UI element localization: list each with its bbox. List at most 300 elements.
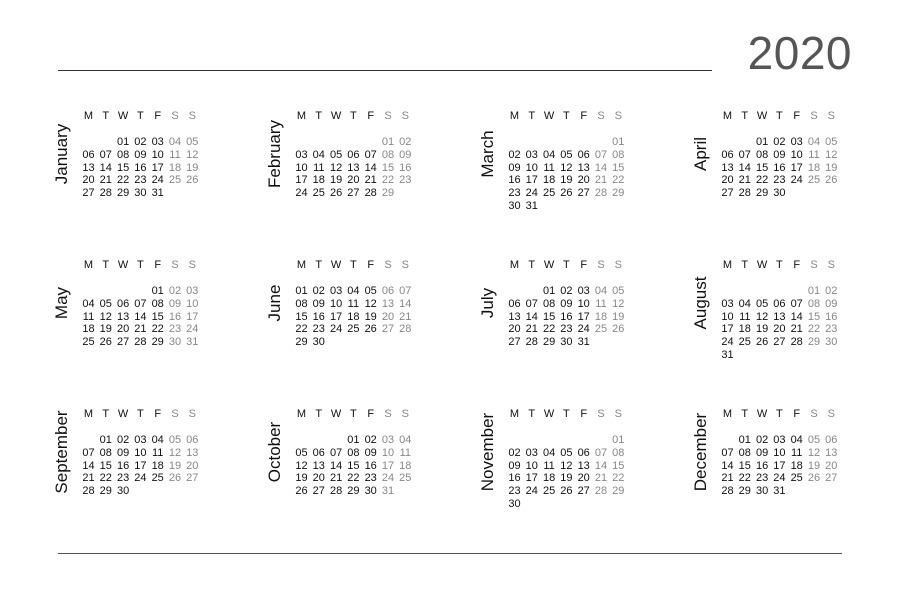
day-cell: 03 [525, 446, 538, 459]
weekday-header: S [614, 259, 622, 271]
day-cell: 10 [295, 161, 308, 174]
day-cell: 13 [508, 310, 521, 323]
weekday-header: S [401, 110, 409, 122]
day-cell: 25 [399, 472, 412, 485]
day-cell: 06 [508, 297, 521, 310]
day-cell: 27 [508, 336, 521, 349]
day-cell: 12 [560, 459, 573, 472]
day-cell: 12 [612, 297, 625, 310]
weekday-header: S [614, 408, 622, 420]
day-cell: 16 [508, 472, 521, 485]
day-cell: 30 [134, 187, 147, 200]
day-cell: 09 [312, 297, 325, 310]
day-cell: 06 [577, 446, 590, 459]
weekday-header: M [722, 408, 733, 420]
day-cell: 16 [825, 310, 838, 323]
day-cell: 18 [151, 459, 164, 472]
day-cell: 28 [790, 336, 803, 349]
day-cell: 08 [295, 297, 308, 310]
month-name: September [52, 410, 71, 494]
day-cell: 30 [312, 336, 325, 349]
day-cell: 27 [186, 472, 199, 485]
day-cell: 01 [542, 285, 556, 297]
day-cell: 17 [577, 310, 590, 323]
day-cell: 29 [807, 336, 821, 349]
day-cell: 25 [168, 174, 182, 187]
day-cell: 02 [116, 434, 130, 446]
day-cell: 23 [560, 323, 573, 336]
weekday-header: T [102, 259, 110, 271]
day-cell: 21 [329, 472, 343, 485]
day-cell: 07 [99, 148, 112, 161]
day-cell: 18 [82, 323, 95, 336]
day-cell: 17 [151, 161, 164, 174]
day-cell: 08 [542, 297, 556, 310]
weekday-header: T [741, 259, 749, 271]
day-cell: 26 [99, 336, 112, 349]
day-cell: 19 [807, 459, 821, 472]
day-cell: 13 [82, 161, 95, 174]
day-cell: 31 [577, 336, 590, 349]
day-cell: 11 [399, 446, 411, 459]
day-cell: 23 [773, 174, 786, 187]
day-cell: 17 [329, 310, 343, 323]
weekday-header: F [154, 259, 162, 271]
weekday-header: S [597, 259, 605, 271]
day-cell: 07 [399, 285, 412, 297]
weekday-header: T [563, 408, 570, 420]
day-cell: 29 [116, 187, 130, 200]
day-cell: 14 [594, 459, 608, 472]
day-cell: 02 [364, 434, 377, 446]
day-cell: 22 [151, 323, 164, 336]
day-cell: 05 [825, 136, 838, 148]
day-cell: 06 [381, 285, 395, 297]
day-cell: 01 [151, 285, 164, 297]
day-cell: 05 [295, 446, 308, 459]
day-cell: 06 [186, 434, 199, 446]
day-cell: 29 [738, 485, 751, 498]
day-cell: 27 [577, 485, 590, 498]
day-cell: 29 [151, 336, 164, 349]
day-cell: 10 [381, 446, 395, 459]
day-cell: 07 [594, 446, 608, 459]
weekday-header: T [350, 110, 357, 122]
month-september [52, 408, 256, 518]
day-cell: 15 [807, 310, 821, 323]
day-cell: 09 [364, 446, 377, 459]
day-cell: 28 [594, 485, 608, 498]
day-cell: 20 [116, 323, 130, 336]
day-cell: 12 [825, 148, 838, 161]
weekday-header: T [315, 110, 323, 122]
day-cell: 29 [612, 485, 625, 498]
month-name: May [52, 286, 71, 320]
day-cell: 20 [825, 459, 838, 472]
day-cell: 05 [807, 434, 821, 446]
day-cell: 04 [542, 148, 556, 161]
weekday-header: W [543, 110, 555, 122]
weekday-header: S [810, 110, 818, 122]
day-cell: 08 [612, 446, 625, 459]
day-cell: 10 [329, 297, 343, 310]
day-cell: 12 [329, 161, 343, 174]
day-cell: 14 [134, 310, 147, 323]
day-cell: 14 [99, 161, 112, 174]
day-cell: 18 [790, 459, 803, 472]
day-cell: 04 [542, 446, 556, 459]
day-cell: 08 [612, 148, 625, 161]
day-cell: 24 [381, 472, 395, 485]
day-cell: 15 [612, 459, 625, 472]
weekday-header: M [296, 408, 307, 420]
day-cell: 27 [312, 485, 325, 498]
weekday-header: S [827, 259, 835, 271]
day-cell: 07 [525, 297, 538, 310]
day-cell: 23 [134, 174, 147, 187]
month-may [52, 259, 256, 369]
day-cell: 23 [399, 174, 412, 187]
day-cell: 11 [595, 297, 607, 310]
day-cell: 22 [295, 323, 308, 336]
day-cell: 22 [807, 323, 821, 336]
day-cell: 09 [116, 446, 130, 459]
day-cell: 02 [560, 285, 573, 297]
month-name: November [478, 412, 497, 492]
weekday-header: T [102, 110, 110, 122]
month-name: March [478, 130, 497, 178]
day-cell: 22 [99, 472, 112, 485]
day-cell: 04 [738, 297, 751, 310]
day-cell: 03 [381, 434, 395, 446]
day-cell: 21 [525, 323, 538, 336]
day-cell: 16 [116, 459, 130, 472]
day-cell: 19 [364, 310, 377, 323]
day-cell: 04 [168, 136, 182, 148]
day-cell: 07 [721, 446, 734, 459]
day-cell: 11 [739, 310, 751, 323]
day-cell: 27 [773, 336, 786, 349]
weekday-header: T [315, 408, 323, 420]
day-cell: 05 [186, 136, 199, 148]
day-cell: 12 [186, 148, 199, 161]
day-cell: 24 [525, 187, 538, 200]
day-cell: 01 [807, 285, 821, 297]
day-cell: 14 [594, 161, 608, 174]
day-cell: 15 [542, 310, 556, 323]
weekday-header: T [102, 408, 110, 420]
day-cell: 31 [151, 187, 164, 200]
day-cell: 31 [525, 200, 538, 212]
day-cell: 19 [295, 472, 308, 485]
day-cell: 23 [364, 472, 377, 485]
day-cell: 28 [738, 187, 751, 200]
month-name: January [52, 123, 71, 185]
weekday-header: W [117, 259, 129, 271]
day-cell: 22 [347, 472, 360, 485]
day-cell: 03 [790, 136, 803, 148]
day-cell: 27 [577, 187, 590, 200]
day-cell: 18 [347, 310, 360, 323]
day-cell: 26 [825, 174, 838, 187]
day-cell: 29 [347, 485, 360, 498]
day-cell: 18 [542, 174, 556, 187]
day-cell: 20 [721, 174, 734, 187]
day-cell: 26 [364, 323, 377, 336]
month-name: June [265, 284, 284, 322]
day-cell: 15 [755, 161, 769, 174]
day-cell: 25 [790, 472, 803, 485]
day-cell: 07 [594, 148, 608, 161]
day-cell: 12 [560, 161, 573, 174]
day-cell: 10 [186, 297, 199, 310]
day-cell: 29 [99, 485, 112, 498]
month-june [265, 259, 469, 369]
weekday-header: T [528, 408, 536, 420]
day-cell: 05 [560, 148, 573, 161]
day-cell: 17 [525, 472, 538, 485]
day-cell: 06 [82, 148, 95, 161]
day-cell: 30 [560, 336, 573, 349]
day-cell: 28 [364, 187, 377, 200]
day-cell: 23 [508, 485, 521, 498]
day-cell: 04 [82, 297, 95, 310]
day-cell: 15 [151, 310, 164, 323]
day-cell: 12 [295, 459, 308, 472]
day-cell: 17 [525, 174, 538, 187]
day-cell: 07 [790, 297, 803, 310]
month-july [478, 259, 682, 369]
weekday-header: M [83, 110, 94, 122]
day-cell: 10 [721, 310, 734, 323]
day-cell: 26 [807, 472, 821, 485]
weekday-header: F [154, 408, 162, 420]
day-cell: 25 [738, 336, 751, 349]
day-cell: 29 [381, 187, 395, 200]
day-cell: 20 [508, 323, 521, 336]
month-april [691, 110, 895, 220]
day-cell: 25 [542, 485, 556, 498]
day-cell: 04 [594, 285, 608, 297]
day-cell: 04 [807, 136, 821, 148]
day-cell: 09 [755, 446, 769, 459]
day-cell: 04 [399, 434, 412, 446]
day-cell: 22 [612, 174, 625, 187]
day-cell: 09 [560, 297, 573, 310]
day-cell: 20 [312, 472, 325, 485]
day-cell: 14 [525, 310, 538, 323]
day-cell: 16 [168, 310, 182, 323]
day-cell: 20 [186, 459, 199, 472]
day-cell: 20 [347, 174, 360, 187]
year-title: 2020 [747, 27, 852, 79]
day-cell: 27 [825, 472, 838, 485]
weekday-header: F [793, 259, 801, 271]
weekday-header: S [597, 110, 605, 122]
day-cell: 19 [560, 174, 573, 187]
day-cell: 01 [99, 434, 112, 446]
day-cell: 26 [168, 472, 182, 485]
day-cell: 13 [381, 297, 395, 310]
month-march [478, 110, 682, 220]
day-cell: 29 [755, 187, 769, 200]
weekday-header: W [330, 110, 342, 122]
day-cell: 26 [186, 174, 199, 187]
weekday-header: M [83, 408, 94, 420]
day-cell: 26 [295, 485, 308, 498]
weekday-header: T [776, 110, 783, 122]
day-cell: 30 [773, 187, 786, 200]
day-cell: 01 [612, 136, 625, 148]
day-cell: 11 [543, 459, 555, 472]
weekday-header: T [563, 110, 570, 122]
day-cell: 25 [542, 187, 556, 200]
day-cell: 26 [560, 187, 573, 200]
day-cell: 22 [612, 472, 625, 485]
day-cell: 16 [364, 459, 377, 472]
day-cell: 09 [134, 148, 147, 161]
weekday-header: S [384, 259, 392, 271]
day-cell: 22 [738, 472, 751, 485]
day-cell: 27 [381, 323, 395, 336]
top-divider [58, 70, 712, 71]
day-cell: 28 [329, 485, 343, 498]
day-cell: 05 [168, 434, 182, 446]
day-cell: 19 [168, 459, 182, 472]
day-cell: 03 [134, 434, 147, 446]
day-cell: 01 [738, 434, 751, 446]
day-cell: 24 [134, 472, 147, 485]
day-cell: 13 [312, 459, 325, 472]
day-cell: 10 [134, 446, 147, 459]
day-cell: 20 [82, 174, 95, 187]
day-cell: 08 [347, 446, 360, 459]
day-cell: 18 [542, 472, 556, 485]
day-cell: 21 [790, 323, 803, 336]
day-cell: 06 [721, 148, 734, 161]
day-cell: 23 [312, 323, 325, 336]
weekday-header: S [188, 110, 196, 122]
day-cell: 06 [312, 446, 325, 459]
day-cell: 06 [347, 148, 360, 161]
weekday-header: W [117, 408, 129, 420]
day-cell: 07 [82, 446, 95, 459]
weekday-header: F [793, 408, 801, 420]
day-cell: 14 [721, 459, 734, 472]
day-cell: 30 [755, 485, 769, 498]
day-cell: 30 [508, 200, 521, 212]
day-cell: 15 [295, 310, 308, 323]
day-cell: 17 [186, 310, 199, 323]
day-cell: 17 [295, 174, 308, 187]
day-cell: 18 [168, 161, 182, 174]
day-cell: 02 [825, 285, 838, 297]
day-cell: 24 [295, 187, 308, 200]
day-cell: 02 [399, 136, 412, 148]
day-cell: 01 [612, 434, 625, 446]
day-cell: 05 [364, 285, 377, 297]
day-cell: 13 [825, 446, 838, 459]
day-cell: 16 [508, 174, 521, 187]
month-october [265, 408, 469, 518]
day-cell: 03 [295, 148, 308, 161]
month-name: October [265, 421, 284, 483]
day-cell: 21 [721, 472, 734, 485]
day-cell: 08 [99, 446, 112, 459]
day-cell: 14 [790, 310, 803, 323]
day-cell: 16 [755, 459, 769, 472]
weekday-header: T [350, 408, 357, 420]
day-cell: 19 [825, 161, 838, 174]
day-cell: 18 [594, 310, 608, 323]
day-cell: 20 [577, 174, 590, 187]
day-cell: 05 [755, 297, 769, 310]
day-cell: 05 [612, 285, 625, 297]
weekday-header: M [296, 259, 307, 271]
day-cell: 21 [738, 174, 751, 187]
weekday-header: S [614, 110, 622, 122]
day-cell: 01 [295, 285, 308, 297]
day-cell: 16 [312, 310, 325, 323]
day-cell: 24 [790, 174, 803, 187]
weekday-header: S [171, 110, 179, 122]
day-cell: 24 [151, 174, 164, 187]
day-cell: 03 [773, 434, 786, 446]
weekday-header: T [776, 259, 783, 271]
weekday-header: F [367, 408, 375, 420]
day-cell: 03 [525, 148, 538, 161]
day-cell: 11 [347, 297, 360, 310]
month-name: December [691, 412, 710, 492]
month-name: July [478, 287, 497, 319]
weekday-header: W [117, 110, 129, 122]
month-february [265, 110, 469, 220]
weekday-header: T [528, 259, 536, 271]
weekday-header: S [810, 259, 818, 271]
day-cell: 21 [594, 472, 608, 485]
weekday-header: M [509, 110, 520, 122]
day-cell: 14 [738, 161, 751, 174]
day-cell: 23 [825, 323, 838, 336]
day-cell: 04 [347, 285, 360, 297]
day-cell: 24 [577, 323, 590, 336]
day-cell: 29 [612, 187, 625, 200]
day-cell: 01 [755, 136, 769, 148]
day-cell: 16 [560, 310, 573, 323]
day-cell: 11 [313, 161, 325, 174]
day-cell: 10 [525, 459, 538, 472]
weekday-header: T [137, 259, 144, 271]
weekday-header: S [597, 408, 605, 420]
day-cell: 13 [577, 161, 590, 174]
day-cell: 06 [577, 148, 590, 161]
weekday-header: W [756, 408, 768, 420]
day-cell: 05 [329, 148, 343, 161]
day-cell: 09 [399, 148, 412, 161]
day-cell: 08 [807, 297, 821, 310]
weekday-header: T [137, 110, 144, 122]
day-cell: 20 [577, 472, 590, 485]
day-cell: 24 [721, 336, 734, 349]
day-cell: 14 [329, 459, 343, 472]
day-cell: 02 [312, 285, 325, 297]
day-cell: 08 [151, 297, 164, 310]
month-name: August [691, 276, 710, 330]
day-cell: 14 [82, 459, 95, 472]
day-cell: 17 [134, 459, 147, 472]
month-december [691, 408, 895, 518]
day-cell: 02 [508, 446, 521, 459]
